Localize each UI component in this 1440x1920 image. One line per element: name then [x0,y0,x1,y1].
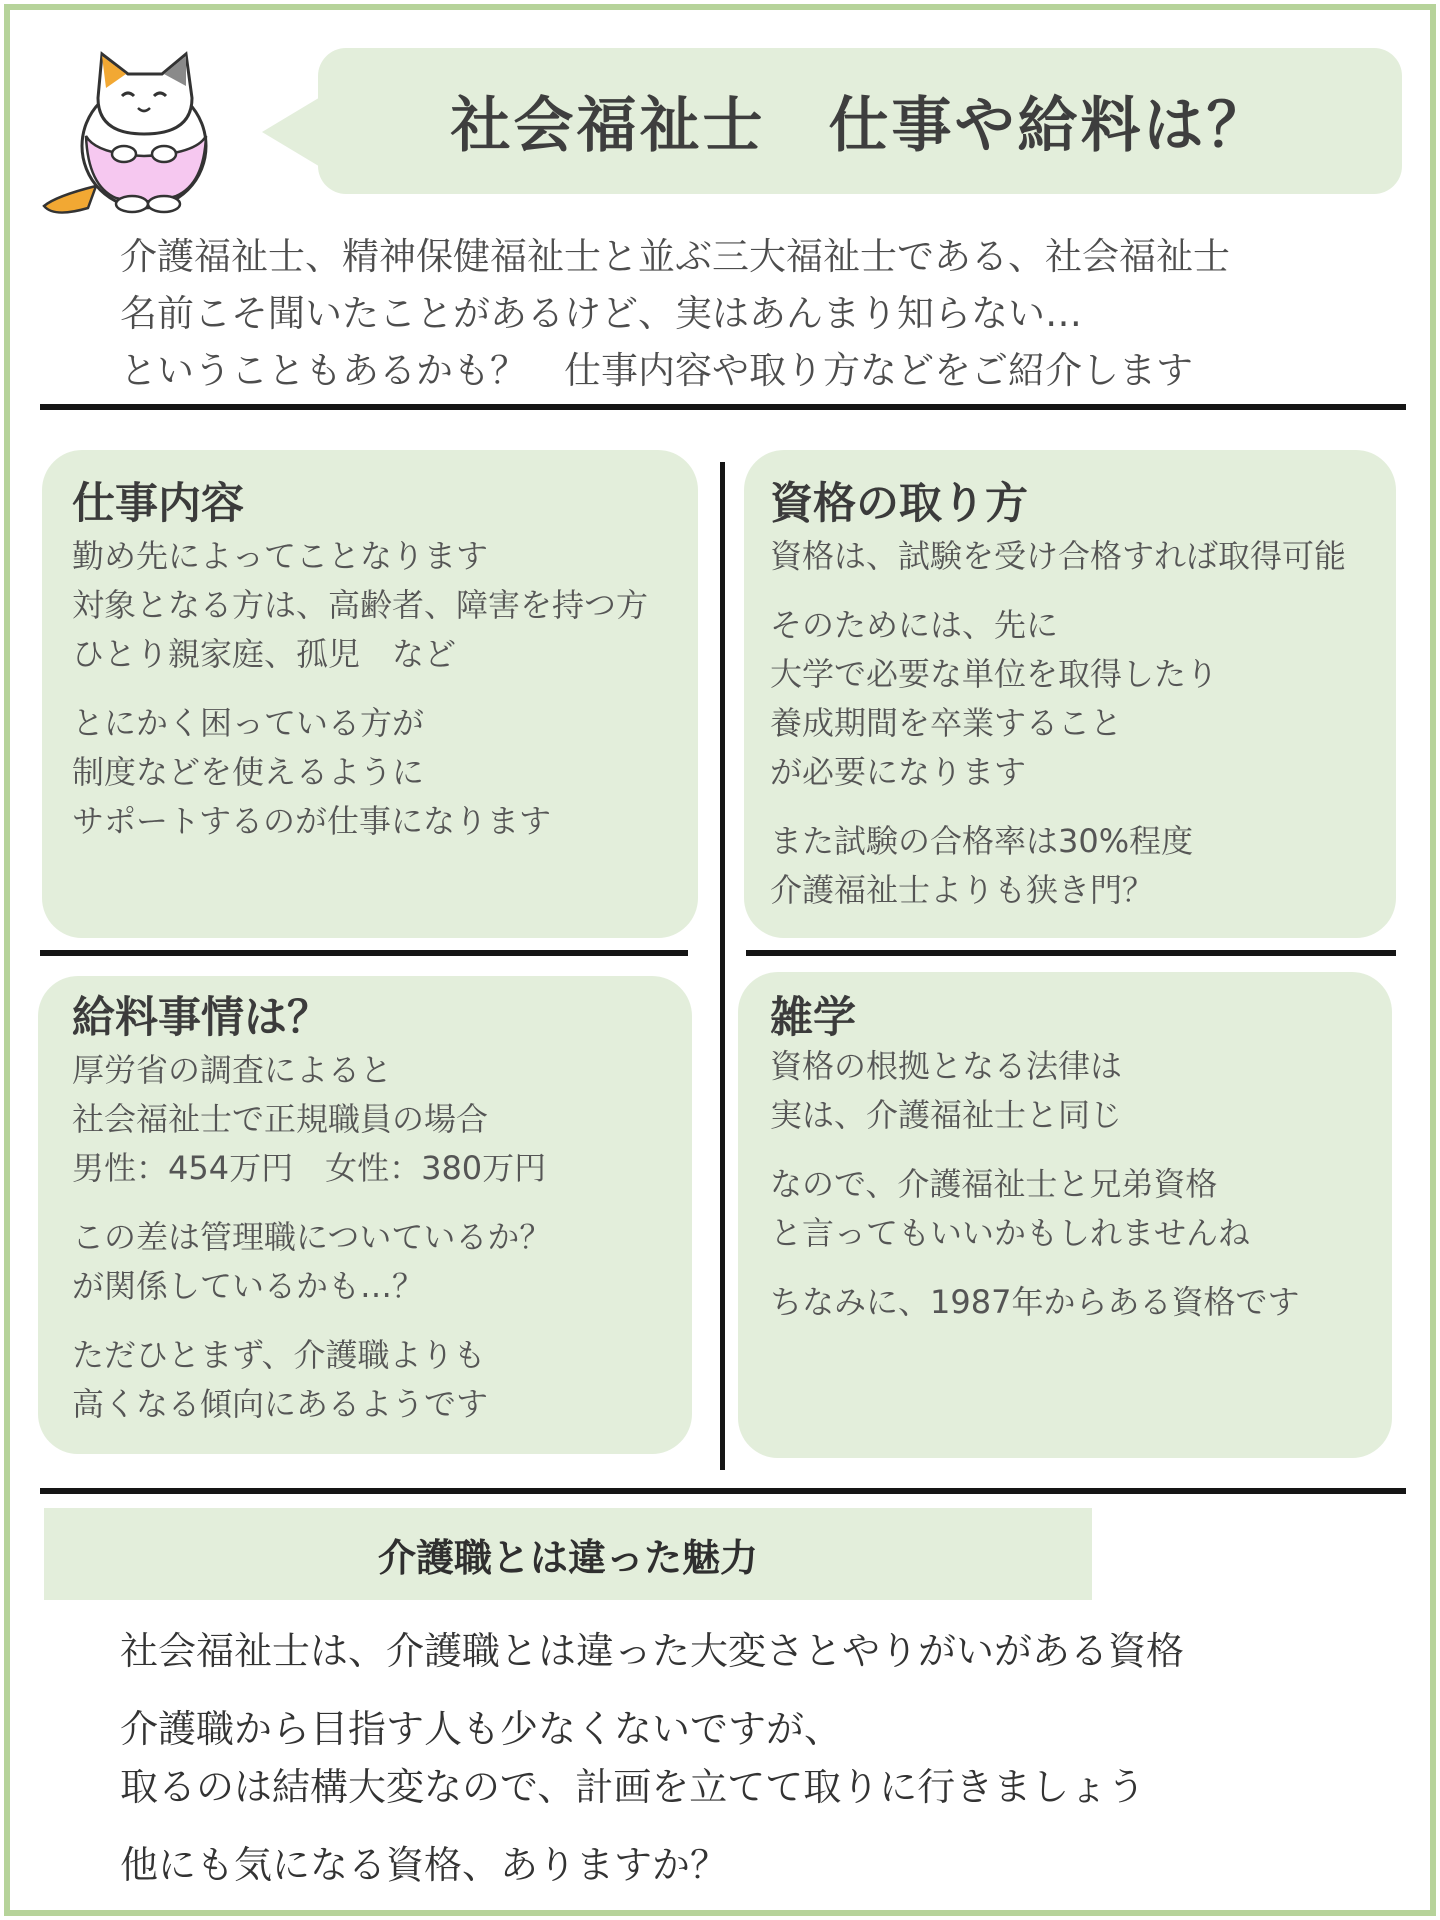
card-salary-body [72,1046,682,1449]
text-line: ちなみに、1987年からある資格です [770,1283,1300,1321]
paragraph [770,1278,1380,1327]
text-line: この差は管理職についているか？ [72,1218,552,1256]
text-line: 対象となる方は、高齢者、障害を持つ方 [72,586,649,624]
closing-text [120,1622,1370,1914]
text-line: 介護福祉士よりも狭き門？ [770,871,1155,909]
card-trivia-body [770,1042,1380,1347]
card-trivia-title: 雑学 [770,993,856,1043]
card-work-body [72,532,692,866]
text-line: 資格の根拠となる法律は [770,1047,1123,1085]
paragraph [770,817,1390,915]
text-line: が関係しているかも…？ [72,1267,425,1305]
paragraph [770,601,1390,797]
divider-top [40,404,1406,410]
text-line: ただひとまず、介護職よりも [72,1336,486,1374]
card-qualification-title: 資格の取り方 [770,479,1028,529]
text-line: とにかく困っている方が [72,704,425,742]
text-line: ひとり親家庭、孤児 など [72,635,457,673]
intro-line: 名前こそ聞いたことがあるけど、実はあんまり知らない… [120,292,1082,335]
divider-right-middle [746,950,1396,956]
paragraph [770,1160,1380,1258]
paragraph [72,1331,682,1429]
paragraph [770,1042,1380,1140]
text-line: が必要になります [770,753,1027,791]
text-line: 厚労省の調査によると [72,1051,393,1089]
text-line: 介護職から目指す人も少なくないですが、 [120,1707,843,1751]
page-title: 社会福祉士 仕事や給料は？ [450,91,1270,161]
paragraph [72,1046,682,1193]
paragraph [120,1836,1370,1894]
speech-bubble-tail [262,96,322,168]
paragraph [770,532,1390,581]
intro-line: ということもあるかも？ 仕事内容や取り方などをご紹介します [120,349,1193,392]
text-line: 社会福祉士で正規職員の場合 [72,1100,489,1138]
intro-line: 介護福祉士、精神保健福祉士と並ぶ三大福祉士である、社会福祉士 [120,235,1230,278]
text-line: 高くなる傾向にあるようです [72,1385,489,1423]
divider-left-middle [40,950,688,956]
text-line: 他にも気になる資格、ありますか？ [120,1843,729,1887]
text-line: 大学で必要な単位を取得したり [770,655,1219,693]
text-line: 資格は、試験を受け合格すれば取得可能 [770,537,1347,575]
text-line: 取るのは結構大変なので、計画を立てて取りに行きましょう [120,1765,1146,1809]
text-line: 男性：454万円 女性：380万円 [72,1149,547,1187]
card-salary-title: 給料事情は？ [72,993,330,1043]
divider-center-vertical [720,462,725,1470]
text-line: サポートするのが仕事になります [72,802,552,840]
intro-text [120,228,1370,399]
card-qualification-body [770,532,1390,935]
divider-bottom [40,1488,1406,1494]
text-line: 養成期間を卒業すること [770,704,1123,742]
text-line: 実は、介護福祉士と同じ [770,1096,1123,1134]
paragraph [120,1700,1370,1816]
section-banner-title: 介護職とは違った魅力 [377,1535,758,1580]
text-line: と言ってもいいかもしれませんね [770,1214,1251,1252]
card-work-title: 仕事内容 [72,479,244,529]
paragraph [72,699,692,846]
text-line: また試験の合格率は30%程度 [770,822,1194,860]
text-line: 社会福祉士は、介護職とは違った大変さとやりがいがある資格 [120,1629,1185,1673]
paragraph [72,1213,682,1311]
paragraph [120,1622,1370,1680]
text-line: 勤め先によってことなります [72,537,489,575]
paragraph [72,532,692,679]
text-line: そのためには、先に [770,606,1059,644]
cat-mascot-illustration [36,36,236,216]
text-line: 制度などを使えるように [72,753,425,791]
text-line: なので、介護福祉士と兄弟資格 [770,1165,1218,1203]
